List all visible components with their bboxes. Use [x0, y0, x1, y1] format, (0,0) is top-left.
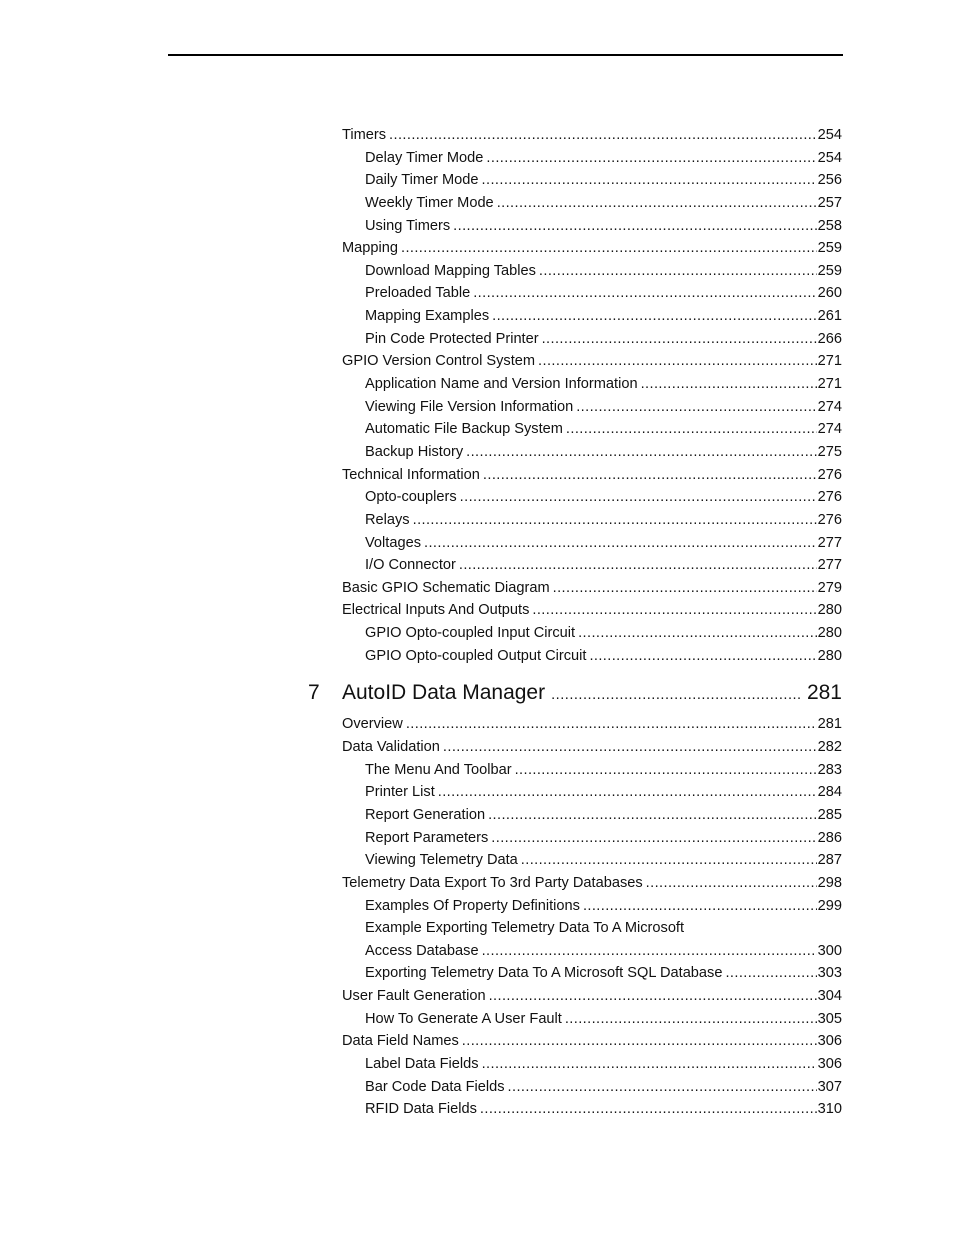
toc-entry-page: 305 [817, 1010, 842, 1027]
table-of-contents [308, 124, 842, 1121]
toc-entry-page: 276 [817, 466, 842, 483]
toc-entry-page: 256 [817, 172, 842, 189]
dot-leader [576, 396, 816, 419]
toc-entry-title: Technical Information [342, 466, 480, 483]
toc-entry-page: 280 [817, 647, 842, 664]
dot-leader [578, 622, 817, 645]
dot-leader [438, 781, 817, 804]
dot-leader [389, 124, 817, 147]
toc-subentry[interactable] [342, 373, 842, 396]
dot-leader [462, 1030, 817, 1053]
dot-leader [539, 260, 817, 283]
dot-leader [482, 940, 817, 963]
toc-entry-page: 284 [817, 784, 842, 801]
toc-entry-page: 271 [817, 376, 842, 393]
toc-entry-title: Examples Of Property Definitions [365, 897, 580, 914]
toc-entry-title: GPIO Version Control System [342, 353, 536, 370]
toc-entry-page: 259 [817, 240, 842, 257]
toc-entry-title: The Menu And Toolbar [365, 761, 512, 778]
toc-entry-page: 254 [817, 149, 842, 166]
dot-leader [565, 1008, 817, 1031]
toc-entry-title: Timers [342, 127, 387, 143]
toc-entry-title: Exporting Telemetry Data To A Microsoft SQL Database [365, 965, 723, 982]
dot-leader [508, 1076, 817, 1099]
toc-entry-title: Backup History [365, 443, 464, 460]
toc-entry-title: Mapping Examples [365, 308, 490, 325]
toc-entry-title: Viewing Telemetry Data [365, 852, 518, 869]
chapter-number: 7 [308, 681, 320, 705]
header-rule [168, 54, 843, 56]
toc-subentry[interactable] [342, 418, 842, 441]
toc-entry-page: 259 [817, 262, 842, 279]
dot-leader [489, 985, 817, 1008]
chapter-title: AutoID Data Manager [342, 681, 546, 705]
chapter-heading[interactable] [308, 676, 842, 710]
toc-subentry[interactable] [342, 147, 842, 170]
toc-entry-title: User Fault Generation [342, 988, 486, 1005]
dot-leader [542, 328, 817, 351]
toc-entry-page: 274 [817, 398, 842, 415]
toc-entry-title: Data Validation [342, 739, 440, 756]
dot-leader [491, 827, 816, 850]
toc-entry[interactable] [342, 599, 842, 622]
toc-subentry[interactable] [342, 509, 842, 532]
toc-subentry[interactable] [342, 554, 842, 577]
dot-leader [473, 282, 816, 305]
toc-subentry[interactable] [342, 622, 842, 645]
toc-entry-title: How To Generate A User Fault [365, 1010, 562, 1027]
dot-leader [459, 554, 817, 577]
toc-entry-title: Label Data Fields [365, 1055, 479, 1072]
dot-leader [566, 418, 817, 441]
toc-entry-page: 277 [817, 557, 842, 574]
toc-subentry[interactable] [342, 305, 842, 328]
dot-leader [460, 486, 817, 509]
toc-entry[interactable] [342, 577, 842, 600]
toc-entry-page: 254 [817, 127, 842, 143]
toc-subentry[interactable] [342, 169, 842, 192]
toc-subentry[interactable] [342, 1008, 842, 1031]
toc-subentry[interactable] [342, 192, 842, 215]
toc-entry-title: Printer List [365, 784, 435, 801]
toc-entry-title: Bar Code Data Fields [365, 1078, 505, 1095]
dot-leader [482, 169, 817, 192]
toc-entry-page: 304 [817, 988, 842, 1005]
toc-subentry[interactable] [342, 917, 842, 940]
dot-leader [480, 1098, 817, 1121]
toc-entry-page: 286 [817, 829, 842, 846]
toc-entry-title: Viewing File Version Information [365, 398, 574, 415]
toc-entry-page: 257 [817, 194, 842, 211]
toc-subentry[interactable] [342, 486, 842, 509]
dot-leader [466, 441, 817, 464]
toc-entry-page: 258 [817, 217, 842, 234]
toc-entry-page: 266 [817, 330, 842, 347]
toc-subentry[interactable] [342, 895, 842, 918]
toc-group-after [342, 713, 842, 1121]
toc-entry[interactable] [342, 713, 842, 736]
toc-entry-page: 279 [817, 579, 842, 596]
toc-entry-title: Voltages [365, 534, 421, 551]
dot-leader [483, 464, 817, 487]
dot-leader [641, 373, 817, 396]
toc-subentry[interactable] [342, 1098, 842, 1121]
dot-leader [497, 192, 817, 215]
toc-subentry[interactable] [342, 645, 842, 668]
toc-entry-page: 261 [817, 308, 842, 325]
toc-entry-title: I/O Connector [365, 557, 456, 574]
toc-subentry[interactable] [342, 759, 842, 782]
toc-entry[interactable] [342, 985, 842, 1008]
toc-entry-title: Automatic File Backup System [365, 421, 563, 438]
dot-leader [413, 509, 817, 532]
toc-entry-page: 300 [817, 942, 842, 959]
toc-subentry[interactable] [342, 441, 842, 464]
toc-entry-page: 306 [817, 1055, 842, 1072]
toc-entry-page: 280 [817, 625, 842, 642]
toc-subentry[interactable] [342, 827, 842, 850]
toc-entry-title: GPIO Opto-coupled Input Circuit [365, 625, 576, 642]
toc-entry-page: 276 [817, 489, 842, 506]
toc-entry[interactable] [342, 237, 842, 260]
toc-entry-page: 285 [817, 806, 842, 823]
dot-leader [406, 713, 817, 736]
toc-entry-title: Data Field Names [342, 1033, 459, 1050]
toc-subentry[interactable] [342, 396, 842, 419]
toc-entry-page: 276 [817, 511, 842, 528]
toc-entry-title: Mapping [342, 240, 398, 257]
toc-subentry[interactable] [342, 260, 842, 283]
dot-leader [725, 962, 816, 985]
dot-leader [401, 237, 817, 260]
toc-subentry[interactable] [342, 940, 842, 963]
dot-leader [532, 599, 816, 622]
toc-entry-title: Using Timers [365, 217, 451, 234]
dot-leader [492, 305, 817, 328]
toc-entry-title: Example Exporting Telemetry Data To A Microsoft [365, 920, 685, 937]
toc-entry-title: Overview [342, 716, 403, 733]
dot-leader [521, 849, 817, 872]
chapter-page: 281 [806, 681, 842, 705]
toc-entry-title: Delay Timer Mode [365, 149, 484, 166]
toc-entry[interactable] [342, 464, 842, 487]
toc-entry-page: 271 [817, 353, 842, 370]
toc-entry-page: 307 [817, 1078, 842, 1095]
toc-entry-page: 277 [817, 534, 842, 551]
toc-entry-title: Report Parameters [365, 829, 489, 846]
toc-subentry[interactable] [342, 328, 842, 351]
dot-leader [453, 215, 816, 238]
dot-leader [443, 736, 817, 759]
toc-entry-page: 275 [817, 443, 842, 460]
toc-entry[interactable] [342, 124, 842, 147]
toc-subentry[interactable] [342, 1076, 842, 1099]
dot-leader [553, 577, 817, 600]
toc-entry-title: Application Name and Version Information [365, 376, 638, 393]
toc-entry-page: 303 [817, 965, 842, 982]
dot-leader [538, 350, 817, 373]
toc-subentry[interactable] [342, 532, 842, 555]
toc-subentry[interactable] [342, 781, 842, 804]
toc-entry[interactable] [342, 350, 842, 373]
toc-entry-page: 281 [817, 716, 842, 733]
toc-entry-title: Report Generation [365, 806, 486, 823]
dot-leader [583, 895, 817, 918]
dot-leader [424, 532, 817, 555]
toc-subentry[interactable] [342, 962, 842, 985]
dot-leader [486, 147, 816, 170]
toc-subentry[interactable] [342, 804, 842, 827]
toc-entry-title: Basic GPIO Schematic Diagram [342, 579, 550, 596]
dot-leader [646, 872, 817, 895]
toc-entry[interactable] [342, 736, 842, 759]
toc-entry-title: Electrical Inputs And Outputs [342, 602, 530, 619]
toc-entry[interactable] [342, 1030, 842, 1053]
dot-leader [551, 678, 801, 712]
toc-entry-title: Opto-couplers [365, 489, 457, 506]
toc-subentry[interactable] [342, 215, 842, 238]
toc-entry-title: Preloaded Table [365, 285, 471, 302]
toc-entry-title: Weekly Timer Mode [365, 194, 494, 211]
toc-entry-page: 287 [817, 852, 842, 869]
dot-leader [482, 1053, 817, 1076]
toc-entry-title: GPIO Opto-coupled Output Circuit [365, 647, 587, 664]
toc-entry-page: 298 [817, 874, 842, 891]
toc-entry-title: Download Mapping Tables [365, 262, 536, 279]
toc-entry-title: Relays [365, 511, 410, 528]
dot-leader [589, 645, 816, 668]
toc-entry-page: 283 [817, 761, 842, 778]
dot-leader [515, 759, 817, 782]
toc-entry-page: 306 [817, 1033, 842, 1050]
toc-group-before [342, 124, 842, 667]
toc-entry-page: 274 [817, 421, 842, 438]
toc-entry-page: 260 [817, 285, 842, 302]
dot-leader [488, 804, 817, 827]
toc-entry-title: RFID Data Fields [365, 1101, 477, 1118]
toc-entry-title: Pin Code Protected Printer [365, 330, 539, 347]
toc-entry-title: Telemetry Data Export To 3rd Party Databases [342, 874, 643, 891]
toc-entry-page: 310 [817, 1101, 842, 1118]
toc-entry-page: 282 [817, 739, 842, 756]
toc-entry-title: Access Database [365, 942, 479, 959]
toc-subentry[interactable] [342, 282, 842, 305]
toc-entry-page: 280 [817, 602, 842, 619]
toc-entry[interactable] [342, 872, 842, 895]
toc-subentry[interactable] [342, 1053, 842, 1076]
toc-entry-page: 299 [817, 897, 842, 914]
toc-subentry[interactable] [342, 849, 842, 872]
toc-entry-title: Daily Timer Mode [365, 172, 479, 189]
